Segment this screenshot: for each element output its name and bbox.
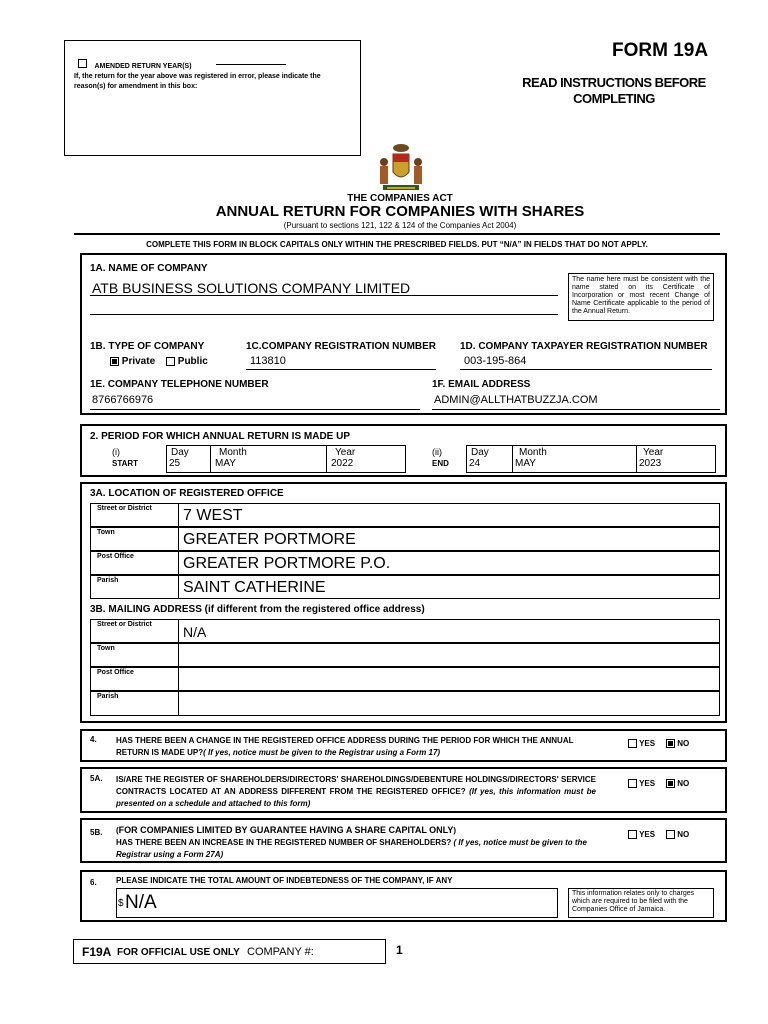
- read-instructions: READ INSTRUCTIONS BEFORE COMPLETING: [522, 75, 706, 106]
- section-3-address: [80, 482, 727, 723]
- q6-number: 6.: [90, 878, 97, 887]
- form-title: ANNUAL RETURN FOR COMPANIES WITH SHARES: [215, 203, 585, 220]
- registered-parish-row[interactable]: [90, 575, 720, 599]
- registered-post-office-row[interactable]: [90, 551, 720, 575]
- email-value: ADMIN@ALLTHATBUZZJA.COM: [434, 394, 598, 406]
- q5b-number: 5B.: [90, 828, 103, 837]
- end-month-label: Month: [519, 447, 547, 458]
- taxpayer-number-label: 1D. COMPANY TAXPAYER REGISTRATION NUMBER: [460, 341, 708, 352]
- q5a-no-label: NO: [677, 779, 690, 788]
- start-month-cell[interactable]: [211, 446, 327, 472]
- mailing-street-label: Street or District: [97, 621, 152, 628]
- taxpayer-number-field[interactable]: [460, 355, 712, 370]
- company-name-field[interactable]: [90, 279, 558, 296]
- amended-return-label: AMENDED RETURN YEAR(S): [94, 63, 192, 70]
- mailing-parish-row[interactable]: [90, 691, 720, 716]
- type-of-company-label: 1B. TYPE OF COMPANY: [90, 341, 205, 352]
- q5a-yes-label: YES: [639, 779, 656, 788]
- q5b-no-label: NO: [677, 830, 690, 839]
- q4-text: [116, 735, 606, 759]
- start-month-value: MAY: [215, 458, 236, 469]
- registered-town-label: Town: [97, 529, 115, 536]
- start-number: (i): [112, 447, 120, 457]
- end-date-box[interactable]: [466, 445, 716, 473]
- end-year-label: Year: [643, 447, 664, 458]
- mailing-street-value: N/A: [183, 624, 207, 640]
- public-option[interactable]: [166, 356, 208, 367]
- official-use-label: FOR OFFICIAL USE ONLY: [117, 947, 240, 958]
- coat-of-arms-emblem: [373, 142, 429, 194]
- section-5a-registers: [80, 767, 727, 813]
- q4-number: 4.: [90, 735, 97, 744]
- end-number: (ii): [432, 447, 442, 457]
- registration-number-value: 113810: [250, 355, 286, 367]
- complete-note: COMPLETE THIS FORM IN BLOCK CAPITALS ONLY WITHIN THE PRESCRIBED FIELDS. PUT “N/A” IN FIELDS THAT DO NOT APPLY.: [146, 240, 648, 249]
- q5b-yes-checkbox[interactable]: [628, 830, 637, 839]
- public-label: Public: [177, 356, 208, 367]
- start-year-value: 2022: [331, 458, 354, 469]
- end-tag: END: [432, 459, 449, 468]
- q4-no-option[interactable]: [666, 739, 689, 748]
- private-label: Private: [121, 356, 156, 367]
- start-day-value: 25: [169, 458, 181, 469]
- start-year-label: Year: [335, 447, 356, 458]
- end-month-value: MAY: [515, 458, 536, 469]
- q5b-yes-option[interactable]: [628, 830, 655, 839]
- q4-no-checkbox[interactable]: [666, 739, 675, 748]
- end-day-value: 24: [469, 458, 481, 469]
- mailing-street-row[interactable]: [90, 619, 720, 643]
- section-2-period: [80, 424, 727, 477]
- registered-town-value: GREATER PORTMORE: [183, 531, 356, 548]
- registered-parish-label: Parish: [97, 577, 119, 584]
- official-use-box: [73, 939, 386, 964]
- amendment-box: [64, 40, 361, 156]
- q5a-yes-option[interactable]: [628, 779, 655, 788]
- section-5b-guarantee: [80, 818, 727, 863]
- footer-form-code: F19A: [82, 945, 112, 959]
- start-date-box[interactable]: [166, 445, 406, 473]
- public-checkbox[interactable]: [166, 357, 175, 366]
- start-year-cell[interactable]: [327, 446, 405, 472]
- mailing-parish-label: Parish: [97, 693, 119, 700]
- q5b-text: (FOR COMPANIES LIMITED BY GUARANTEE HAVING A SHARE CAPITAL ONLY) HAS THERE BEEN AN INCREASE IN THE REGISTERED NUMBER OF SHAREHOLDERS? ( If yes, notice must be given to the Registrar using a Form 27A): [116, 825, 587, 859]
- currency-symbol: $: [118, 898, 124, 909]
- q4-no-label: NO: [677, 739, 690, 748]
- telephone-label: 1E. COMPANY TELEPHONE NUMBER: [90, 379, 269, 390]
- q5a-number: 5A.: [90, 774, 103, 783]
- registered-post-office-value: GREATER PORTMORE P.O.: [183, 555, 391, 572]
- registered-town-row[interactable]: [90, 527, 720, 551]
- q5b-note: ( If yes, notice must be given to the Registrar using a Form 27A): [116, 838, 587, 859]
- registration-number-label: 1C.COMPANY REGISTRATION NUMBER: [246, 341, 437, 352]
- registered-parish-value: SAINT CATHERINE: [183, 579, 326, 596]
- form-subtitle: (Pursuant to sections 121, 122 & 124 of the Companies Act 2004): [283, 221, 517, 230]
- start-day-label: Day: [171, 447, 189, 458]
- start-day-cell[interactable]: [167, 446, 211, 472]
- start-month-label: Month: [219, 447, 247, 458]
- end-day-cell[interactable]: [467, 446, 513, 472]
- q4-yes-option[interactable]: [628, 739, 655, 748]
- company-name-value: ATB BUSINESS SOLUTIONS COMPANY LIMITED: [92, 280, 411, 296]
- mailing-address-label: 3B. MAILING ADDRESS (if different from the registered office address): [90, 604, 425, 615]
- amended-return-checkbox[interactable]: [78, 59, 87, 68]
- telephone-field[interactable]: [90, 393, 420, 410]
- registered-street-row[interactable]: [90, 503, 720, 527]
- email-label: 1F. EMAIL ADDRESS: [432, 379, 531, 390]
- registered-office-label: 3A. LOCATION OF REGISTERED OFFICE: [90, 488, 284, 499]
- end-year-cell[interactable]: [637, 446, 715, 472]
- q4-note: ( If yes, notice must be given to the Registrar using a Form 17): [203, 748, 441, 757]
- q5a-note: (If yes, this information must be presented on a schedule and attached to this form): [116, 787, 596, 808]
- q4-question: HAS THERE BEEN A CHANGE IN THE REGISTERED OFFICE ADDRESS DURING THE PERIOD FOR WHICH THE ANNUAL RETURN IS MADE UP?: [116, 736, 574, 757]
- q5a-yes-checkbox[interactable]: [628, 779, 637, 788]
- telephone-value: 8766766976: [92, 394, 154, 406]
- q5b-no-option[interactable]: [666, 830, 689, 839]
- mailing-town-label: Town: [97, 645, 115, 652]
- name-consistency-note: The name here must be consistent with the name stated on its Certificate of Incorporation or most recent Change of Name Certificate applicable to the period of the Annual Return.: [568, 273, 714, 321]
- indebtedness-value: N/A: [125, 892, 157, 913]
- section-1-company-details: [80, 253, 727, 415]
- private-option[interactable]: [110, 356, 155, 367]
- title-divider: [74, 233, 720, 235]
- taxpayer-number-value: 003-195-864: [464, 355, 527, 367]
- registered-post-office-label: Post Office: [97, 553, 134, 560]
- end-year-value: 2023: [639, 458, 662, 469]
- q5a-question: IS/ARE THE REGISTER OF SHAREHOLDERS/DIRECTORS' SHAREHOLDINGS/DEBENTURE HOLDINGS/DIRECTORS' SERVICE CONTRACTS LOCATED AT AN ADDRESS DIFFERENT FROM THE REGISTERED OFFICE?: [116, 775, 596, 796]
- page-number: 1: [396, 943, 403, 957]
- indebtedness-field[interactable]: [116, 888, 558, 918]
- q6-text: PLEASE INDICATE THE TOTAL AMOUNT OF INDEBTEDNESS OF THE COMPANY, IF ANY: [116, 876, 453, 885]
- q5a-no-checkbox[interactable]: [666, 779, 675, 788]
- registered-street-label: Street or District: [97, 505, 152, 512]
- registration-number-field[interactable]: [246, 355, 436, 370]
- mailing-post-office-label: Post Office: [97, 669, 134, 676]
- amendment-instruction: If, the return for the year above was registered in error, please indicate the reason(s) for amendment in this box:: [74, 73, 321, 90]
- mailing-town-row[interactable]: [90, 643, 720, 667]
- company-number-label: COMPANY #:: [247, 946, 314, 958]
- q4-yes-checkbox[interactable]: [628, 739, 637, 748]
- q5b-question: HAS THERE BEEN AN INCREASE IN THE REGISTERED NUMBER OF SHAREHOLDERS?: [116, 838, 452, 847]
- company-name-line-2[interactable]: [90, 300, 558, 315]
- amended-return-row: [78, 55, 192, 73]
- registered-street-value: 7 WEST: [183, 507, 243, 524]
- section-4-office-change: [80, 729, 727, 762]
- amended-year-field[interactable]: [216, 64, 286, 65]
- private-checkbox[interactable]: [110, 357, 119, 366]
- q5b-no-checkbox[interactable]: [666, 830, 675, 839]
- end-day-label: Day: [471, 447, 489, 458]
- companies-act: THE COMPANIES ACT: [347, 193, 453, 204]
- start-tag: START: [112, 459, 139, 468]
- form-number: FORM 19A: [612, 40, 709, 61]
- name-of-company-label: 1A. NAME OF COMPANY: [90, 263, 208, 274]
- q5a-text: [116, 774, 596, 810]
- mailing-post-office-row[interactable]: [90, 667, 720, 691]
- q5b-yes-label: YES: [639, 830, 656, 839]
- q4-yes-label: YES: [639, 739, 656, 748]
- section-6-indebtedness: [80, 870, 727, 922]
- q5a-no-option[interactable]: [666, 779, 689, 788]
- end-month-cell[interactable]: [513, 446, 637, 472]
- period-label: 2. PERIOD FOR WHICH ANNUAL RETURN IS MADE UP: [90, 431, 351, 442]
- charges-note: This information relates only to charges which are required to be filed with the Companies Office of Jamaica.: [568, 888, 714, 918]
- q5b-heading: FOR COMPANIES LIMITED BY GUARANTEE HAVING A SHARE CAPITAL ONLY: [118, 825, 454, 835]
- email-field[interactable]: [432, 393, 720, 410]
